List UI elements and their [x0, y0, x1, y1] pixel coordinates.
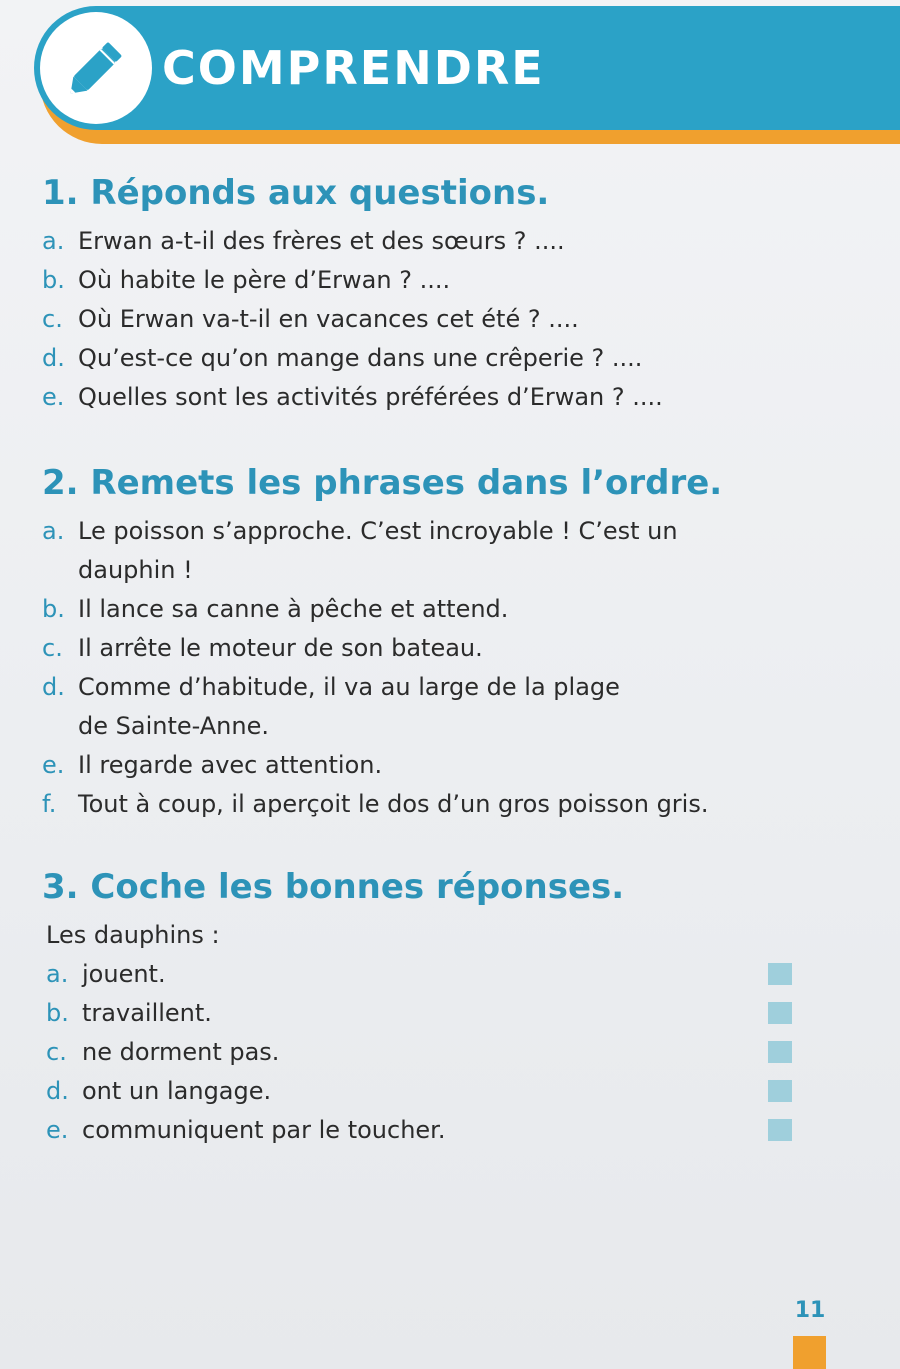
item-letter: b.: [42, 266, 65, 294]
answer-checkbox[interactable]: [768, 963, 792, 985]
item-text-line: Le poisson s’approche. C’est incroyable ! C’est un: [78, 517, 678, 545]
item-letter: e.: [42, 383, 65, 411]
item-letter: d.: [42, 344, 65, 372]
list-item: [42, 785, 862, 824]
item-text: Quelles sont les activités préférées d’Erwan ? ....: [78, 383, 663, 411]
item-letter: e.: [46, 1116, 69, 1144]
page-corner-tab: [793, 1336, 826, 1369]
answer-list: [42, 955, 862, 1150]
exercise-title: 1. Réponds aux questions.: [42, 173, 550, 213]
page-number: 11: [794, 1298, 826, 1323]
sentence-list: [42, 512, 862, 824]
item-text: jouent.: [82, 960, 166, 988]
item-letter: a.: [42, 227, 65, 255]
exercise-title: 3. Coche les bonnes réponses.: [42, 867, 625, 907]
list-item: [42, 629, 862, 668]
item-letter: c.: [42, 305, 63, 333]
list-item: [42, 955, 862, 994]
answer-checkbox[interactable]: [768, 1080, 792, 1102]
list-item: [42, 300, 862, 339]
list-item: [42, 339, 862, 378]
list-item: [42, 994, 862, 1033]
item-letter: b.: [46, 999, 69, 1027]
item-letter: a.: [42, 517, 65, 545]
list-item: [42, 1033, 862, 1072]
list-item: [42, 668, 862, 746]
item-text-line: Comme d’habitude, il va au large de la plage: [78, 673, 620, 701]
item-letter: f.: [42, 790, 57, 818]
item-text: ont un langage.: [82, 1077, 272, 1105]
exercise-intro: Les dauphins :: [46, 921, 220, 949]
list-item: [42, 746, 862, 785]
item-letter: a.: [46, 960, 69, 988]
exercise-1: [42, 168, 862, 417]
list-item: [42, 1111, 862, 1150]
answer-checkbox[interactable]: [768, 1041, 792, 1063]
list-item: [42, 378, 862, 417]
item-text: Où Erwan va-t-il en vacances cet été ? ....: [78, 305, 579, 333]
item-text: Erwan a-t-il des frères et des sœurs ? ....: [78, 227, 565, 255]
section-title: COMPRENDRE: [162, 41, 545, 95]
exercise-2: [42, 458, 862, 824]
exercise-title: 2. Remets les phrases dans l’ordre.: [42, 463, 723, 503]
item-text-line: de Sainte-Anne.: [78, 712, 269, 740]
pencil-badge: [40, 12, 152, 124]
item-text-line: dauphin !: [78, 556, 193, 584]
item-letter: c.: [46, 1038, 67, 1066]
list-item: [42, 590, 862, 629]
exercise-3: [42, 862, 862, 1150]
item-text: Il arrête le moteur de son bateau.: [78, 634, 483, 662]
list-item: [42, 512, 862, 590]
list-item: [42, 261, 862, 300]
item-letter: d.: [42, 673, 65, 701]
item-text: communiquent par le toucher.: [82, 1116, 446, 1144]
list-item: [42, 1072, 862, 1111]
item-text: Tout à coup, il aperçoit le dos d’un gros poisson gris.: [78, 790, 709, 818]
item-text: Où habite le père d’Erwan ? ....: [78, 266, 451, 294]
item-text: travaillent.: [82, 999, 212, 1027]
pencil-icon: [54, 26, 138, 110]
answer-checkbox[interactable]: [768, 1002, 792, 1024]
item-text: Il regarde avec attention.: [78, 751, 383, 779]
list-item: [42, 222, 862, 261]
item-text: Qu’est-ce qu’on mange dans une crêperie ? ....: [78, 344, 643, 372]
item-text: ne dorment pas.: [82, 1038, 280, 1066]
item-letter: e.: [42, 751, 65, 779]
item-letter: b.: [42, 595, 65, 623]
answer-checkbox[interactable]: [768, 1119, 792, 1141]
item-letter: c.: [42, 634, 63, 662]
question-list: [42, 222, 862, 417]
item-text: Il lance sa canne à pêche et attend.: [78, 595, 509, 623]
item-letter: d.: [46, 1077, 69, 1105]
header-banner: [0, 0, 900, 150]
